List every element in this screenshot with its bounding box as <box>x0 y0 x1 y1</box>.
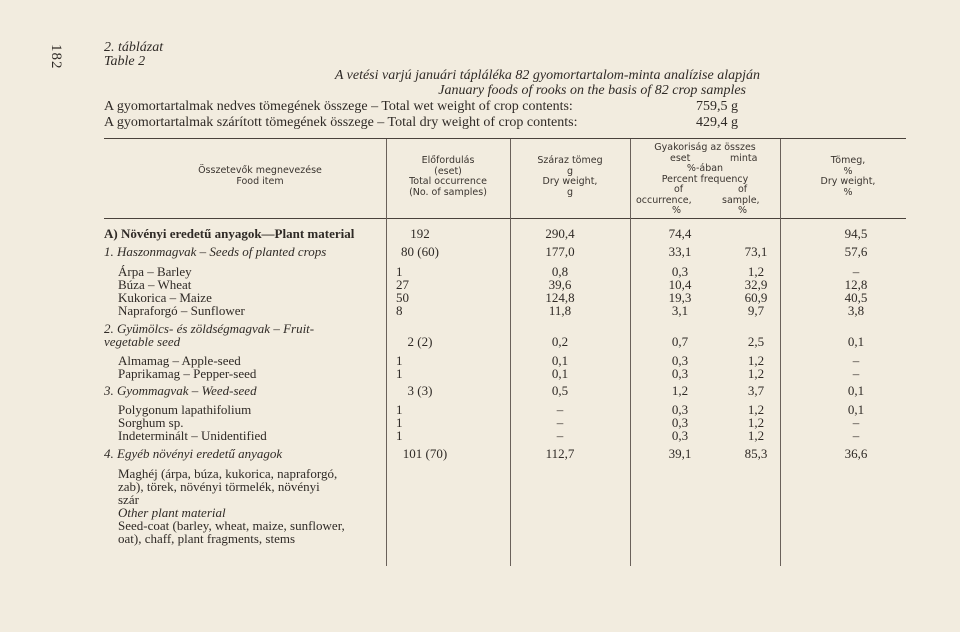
cell-freq-sample: 1,2 <box>747 428 765 443</box>
table-title-en: January foods of rooks on the basis of 82 crop samples <box>438 83 746 98</box>
summary-wet-value: 759,5 g <box>696 99 738 114</box>
row-label-pepper-seed: Paprikamag – Pepper-seed <box>118 366 257 381</box>
row-label-weed-seed: 3. Gyommagvak – Weed-seed <box>104 383 257 398</box>
cell-dry-weight: 0,5 <box>551 383 569 398</box>
cell-weight-percent: 3,8 <box>847 303 865 318</box>
row-label-wheat: Búza – Wheat <box>118 277 192 292</box>
row-note-line: oat), chaff, plant fragments, stems <box>118 531 296 546</box>
row-label-apple-seed: Almamag – Apple-seed <box>118 353 241 368</box>
cell-freq-sample: 1,2 <box>747 353 765 368</box>
cell-dry-weight: 0,1 <box>551 353 569 368</box>
cell-freq-occurrence: 33,1 <box>668 244 692 259</box>
row-label-planted-crops: 1. Haszonmagvak – Seeds of planted crops <box>104 244 327 259</box>
header-bottom-rule <box>104 218 906 219</box>
cell-dry-weight: – <box>556 415 564 430</box>
cell-occurrence: 3 (3) <box>407 383 433 398</box>
table-title-hu: A vetési varjú januári tápláléka 82 gyomortartalom-minta analízise alapján <box>334 68 760 83</box>
cell-freq-sample: 1,2 <box>747 366 765 381</box>
row-label-sorghum: Sorghum sp. <box>118 415 184 430</box>
cell-freq-occurrence: 19,3 <box>668 290 692 305</box>
cell-occurrence: 1 <box>396 264 403 279</box>
cell-occurrence: 2 (2) <box>407 334 433 349</box>
cell-dry-weight: – <box>556 402 564 417</box>
cell-occurrence: 80 (60) <box>401 244 439 259</box>
cell-weight-percent: 0,1 <box>847 383 865 398</box>
cell-freq-occurrence: 0,3 <box>671 428 689 443</box>
row-note-line: Seed-coat (barley, wheat, maize, sunflower, <box>118 518 345 533</box>
cell-occurrence: 1 <box>396 428 403 443</box>
cell-freq-occurrence: 0,7 <box>671 334 689 349</box>
cell-freq-occurrence: 0,3 <box>671 353 689 368</box>
cell-dry-weight: 124,8 <box>545 290 575 305</box>
cell-freq-sample: 1,2 <box>747 415 765 430</box>
cell-freq-occurrence: 0,3 <box>671 366 689 381</box>
cell-dry-weight: 11,8 <box>548 303 572 318</box>
row-label-fruit-vegetable-seed: 2. Gyümölcs- és zöldségmagvak – Fruit- <box>104 321 315 336</box>
cell-dry-weight: 290,4 <box>545 226 575 241</box>
cell-weight-percent: 40,5 <box>844 290 868 305</box>
cell-weight-percent: 0,1 <box>847 402 865 417</box>
table-label-en: Table 2 <box>104 54 146 69</box>
cell-weight-percent: 57,6 <box>844 244 868 259</box>
cell-freq-occurrence: 74,4 <box>668 226 692 241</box>
header-occurrence: Előfordulás (eset) Total occurrence (No. of samples) <box>409 155 487 198</box>
cell-freq-sample: 85,3 <box>744 446 768 461</box>
cell-dry-weight: 0,1 <box>551 366 569 381</box>
page-number: 182 <box>48 44 64 70</box>
cell-occurrence: 27 <box>396 277 409 292</box>
column-divider <box>386 139 387 566</box>
cell-occurrence: 1 <box>396 353 403 368</box>
cell-weight-percent: 94,5 <box>844 226 868 241</box>
cell-freq-occurrence: 10,4 <box>668 277 692 292</box>
summary-dry-label: A gyomortartalmak szárított tömegének összege – Total dry weight of crop contents: <box>104 115 578 130</box>
row-label-barley: Árpa – Barley <box>118 264 192 279</box>
cell-freq-sample: 73,1 <box>744 244 768 259</box>
cell-occurrence: 101 (70) <box>402 446 448 461</box>
column-divider <box>630 139 631 566</box>
header-food-item: Összetevők megnevezése Food item <box>198 165 322 187</box>
cell-dry-weight: 39,6 <box>548 277 572 292</box>
table-label-hu: 2. táblázat <box>104 40 164 55</box>
cell-freq-sample: 60,9 <box>744 290 768 305</box>
cell-dry-weight: 112,7 <box>545 446 575 461</box>
row-label-other-plant-material-en: Other plant material <box>118 505 226 520</box>
cell-weight-percent: 0,1 <box>847 334 865 349</box>
cell-freq-occurrence: 0,3 <box>671 415 689 430</box>
summary-wet-label: A gyomortartalmak nedves tömegének összege – Total wet weight of crop contents: <box>104 99 573 114</box>
cell-freq-occurrence: 3,1 <box>671 303 689 318</box>
cell-occurrence: 1 <box>396 402 403 417</box>
cell-occurrence: 50 <box>396 290 409 305</box>
cell-weight-percent: 12,8 <box>844 277 868 292</box>
cell-occurrence: 8 <box>396 303 403 318</box>
cell-freq-sample: 3,7 <box>747 383 765 398</box>
cell-freq-sample: 32,9 <box>744 277 768 292</box>
cell-occurrence: 192 <box>410 226 430 241</box>
cell-weight-percent: – <box>852 264 860 279</box>
cell-weight-percent: – <box>852 415 860 430</box>
header-dry-weight-percent: Tömeg, % Dry weight, % <box>820 155 876 198</box>
table-top-rule <box>104 138 906 139</box>
cell-freq-occurrence: 1,2 <box>671 383 689 398</box>
cell-dry-weight: – <box>556 428 564 443</box>
row-label-other-plant-material-hu: 4. Egyéb növényi eredetű anyagok <box>104 446 283 461</box>
row-label-unidentified: Indeterminált – Unidentified <box>118 428 267 443</box>
row-label-sunflower: Napraforgó – Sunflower <box>118 303 245 318</box>
cell-weight-percent: – <box>852 366 860 381</box>
cell-freq-sample: 1,2 <box>747 402 765 417</box>
row-note-line: zab), törek, növényi törmelék, növényi <box>118 479 320 494</box>
row-label-polygonum: Polygonum lapathifolium <box>118 402 252 417</box>
row-note-line: Maghéj (árpa, búza, kukorica, napraforgó, <box>118 466 338 481</box>
cell-weight-percent: – <box>852 353 860 368</box>
cell-occurrence: 1 <box>396 415 403 430</box>
cell-dry-weight: 0,2 <box>551 334 569 349</box>
header-frequency: Gyakoriság az összes eset minta %-ában Percent frequency of of occurrence, sample, % % <box>636 142 760 216</box>
cell-dry-weight: 177,0 <box>545 244 575 259</box>
cell-freq-occurrence: 0,3 <box>671 402 689 417</box>
cell-freq-sample: 2,5 <box>747 334 765 349</box>
row-note-line: szár <box>118 492 139 507</box>
column-divider <box>780 139 781 566</box>
header-dry-weight: Száraz tömeg g Dry weight, g <box>537 155 603 198</box>
cell-weight-percent: – <box>852 428 860 443</box>
cell-freq-sample: 1,2 <box>747 264 765 279</box>
cell-occurrence: 1 <box>396 366 403 381</box>
cell-freq-occurrence: 39,1 <box>668 446 692 461</box>
row-label-plant-material: A) Növényi eredetű anyagok—Plant material <box>104 226 355 241</box>
cell-dry-weight: 0,8 <box>551 264 569 279</box>
summary-dry-value: 429,4 g <box>696 115 738 130</box>
cell-freq-sample: 9,7 <box>747 303 765 318</box>
row-label-maize: Kukorica – Maize <box>118 290 212 305</box>
row-label-fruit-vegetable-seed-cont: vegetable seed <box>104 334 181 349</box>
cell-weight-percent: 36,6 <box>844 446 868 461</box>
column-divider <box>510 139 511 566</box>
cell-freq-occurrence: 0,3 <box>671 264 689 279</box>
